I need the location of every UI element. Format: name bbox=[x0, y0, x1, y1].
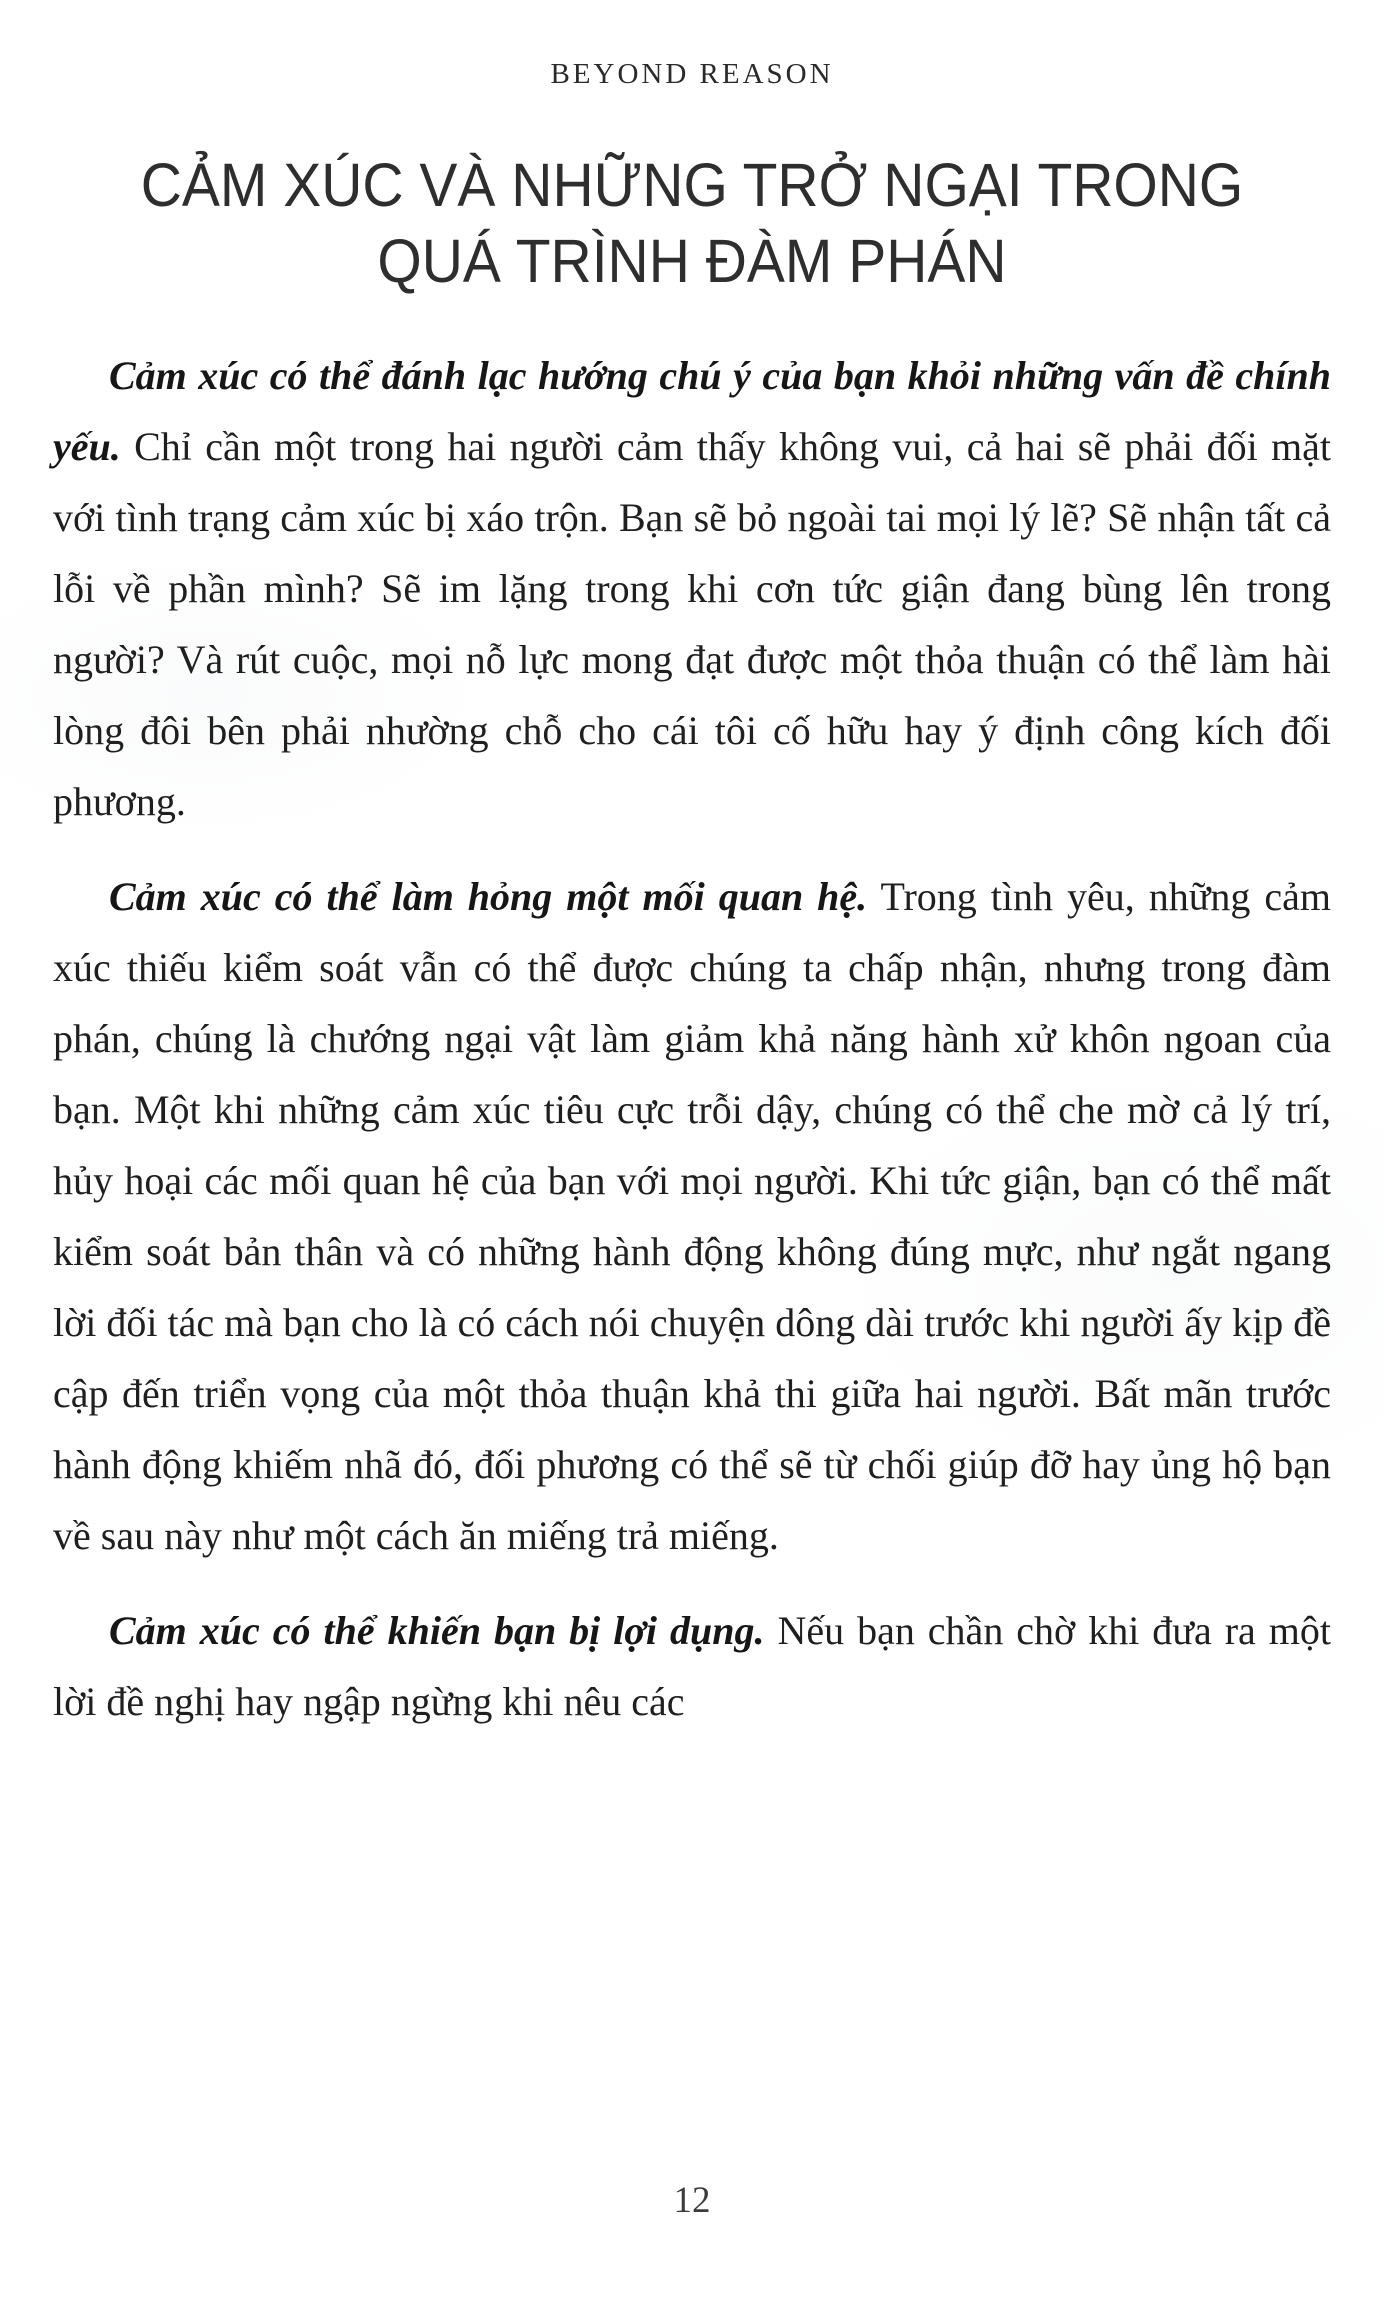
paragraph-lead: Cảm xúc có thể khiến bạn bị lợi dụng. bbox=[109, 1608, 765, 1654]
chapter-title bbox=[0, 149, 1384, 299]
page-number: 12 bbox=[673, 2180, 711, 2221]
paragraph-text: Trong tình yêu, những cảm xúc thiếu kiểm soát vẫn có thể được chúng ta chấp nhận, nhưng trong đàm phán, chúng là chướng ngại vật làm giảm khả năng hành xử khôn ngoan của bạn. Một khi những cảm xúc tiêu cực trỗi dậy, chúng có thể che mờ cả lý trí, hủy hoại các mối quan hệ của bạn với mọi người. Khi tức giận, bạn có thể mất kiểm soát bản thân và có những hành động không đúng mực, như ngắt ngang lời đối tác mà bạn cho là có cách nói chuyện dông dài trước khi người ấy kịp đề cập đến triển vọng của một thỏa thuận khả thi giữa hai người. Bất mãn trước hành động khiếm nhã đó, đối phương có thể sẽ từ chối giúp đỡ hay ủng hộ bạn về sau này như một cách ăn miếng trả miếng. bbox=[53, 874, 1332, 1559]
paragraph bbox=[53, 1595, 1331, 1737]
paragraph-lead: Cảm xúc có thể đánh lạc hướng chú ý của bạn khỏi những vấn đề chính yếu. bbox=[53, 353, 1331, 470]
paragraph-text: Nếu bạn chần chờ khi đưa ra một lời đề nghị hay ngập ngừng khi nêu các bbox=[53, 1608, 1331, 1725]
paragraph bbox=[53, 340, 1331, 837]
running-header: BEYOND REASON bbox=[550, 58, 834, 90]
chapter-title-line1: CẢM XÚC VÀ NHỮNG TRỞ NGẠI TRONG bbox=[140, 151, 1244, 221]
paragraph-lead: Cảm xúc có thể làm hỏng một mối quan hệ. bbox=[109, 874, 868, 920]
chapter-title-line2: QUÁ TRÌNH ĐÀM PHÁN bbox=[377, 226, 1007, 296]
paragraph bbox=[53, 861, 1331, 1571]
body-text bbox=[53, 340, 1331, 1737]
paragraph-text: Chỉ cần một trong hai người cảm thấy không vui, cả hai sẽ phải đối mặt với tình trạng cảm xúc bị xáo trộn. Bạn sẽ bỏ ngoài tai mọi lý lẽ? Sẽ nhận tất cả lỗi về phần mình? Sẽ im lặng trong khi cơn tức giận đang bùng lên trong người? Và rút cuộc, mọi nỗ lực mong đạt được một thỏa thuận có thể làm hài lòng đôi bên phải nhường chỗ cho cái tôi cố hữu hay ý định công kích đối phương. bbox=[53, 424, 1331, 825]
